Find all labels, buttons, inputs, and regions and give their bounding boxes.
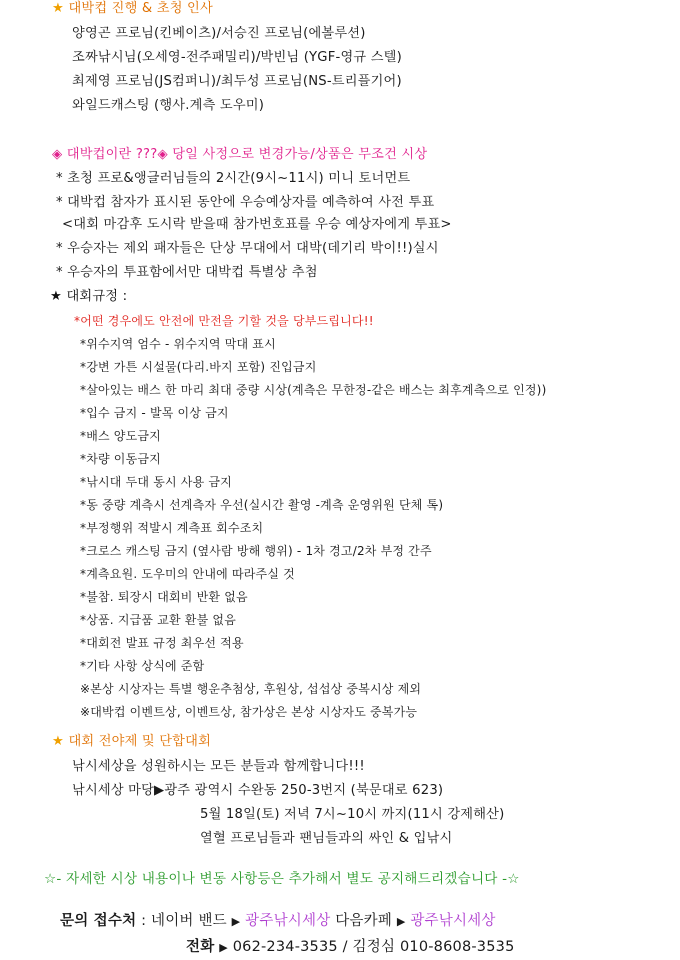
guest-line-3: 최제영 프로님(JS컴퍼니)/최두성 프로님(NS-트리플기어) [72, 74, 402, 89]
arrow-right-icon: ▶ [231, 915, 241, 928]
guest-line-1: 양영곤 프로님(킨베이츠)/서승진 프로님(에볼루션) [72, 26, 366, 41]
section-subtitle-text: 당일 사정으로 변경가능/상품은 무조건 시상 [172, 147, 428, 162]
rule-item: *위수지역 엄수 - 위수지역 막대 표시 [80, 337, 276, 351]
star-icon: ★ [50, 289, 63, 304]
section-title-rules [50, 288, 127, 306]
section-title-eve-event [52, 733, 211, 751]
rule-item: *입수 금지 - 발목 이상 금지 [80, 406, 229, 420]
rule-item: *상품. 지급품 교환 환불 없음 [80, 613, 236, 627]
rule-item: *계측요원. 도우미의 안내에 따라주실 것 [80, 567, 295, 581]
section-title-daebak-cup [52, 0, 213, 18]
guest-line-4: 와일드캐스팅 (행사.계측 도우미) [72, 98, 265, 113]
section-title-text: 대회규정 : [66, 289, 128, 304]
diamond-icon: ◈ [52, 147, 63, 162]
star-icon: ★ [52, 734, 65, 749]
cafe-link[interactable]: 광주낚시세상 [410, 913, 496, 929]
rule-item: *기타 사항 상식에 준함 [80, 659, 205, 673]
rule-item: *대회전 발표 규정 최우선 적용 [80, 636, 244, 650]
safety-warning: *어떤 경우에도 안전에 만전을 기할 것을 당부드립니다!! [74, 314, 374, 328]
rule-item: *배스 양도금지 [80, 429, 161, 443]
phone-line [186, 938, 515, 957]
contact-separator: : [141, 913, 147, 929]
cafe-label: 다음카페 [335, 913, 393, 929]
notice-line: ☆- 자세한 시상 내용이나 변동 사항등은 추가해서 별도 공지해드리겠습니다 -☆ [44, 871, 520, 887]
eve-line-2: 낚시세상 마당▶광주 광역시 수완동 250-3번지 (북문대로 623) [72, 783, 444, 798]
daebak-line-1: * 초청 프로&앵글러님들의 2시간(9시~11시) 미니 토너먼트 [56, 171, 411, 186]
band-link[interactable]: 광주낚시세상 [245, 913, 331, 929]
arrow-right-icon: ▶ [396, 915, 406, 928]
diamond-icon: ◈ [157, 147, 168, 162]
eve-line-4: 열혈 프로님들과 팬님들과의 싸인 & 입낚시 [200, 831, 453, 846]
rule-item: *불참. 퇴장시 대회비 반환 없음 [80, 590, 248, 604]
daebak-line-5: * 우승자의 투표함에서만 대박컵 특별상 추첨 [56, 265, 318, 280]
rule-item: *부정행위 적발시 계측표 회수조치 [80, 521, 264, 535]
eve-line-1: 낚시세상을 성원하시는 모든 분들과 함께합니다!!! [72, 759, 365, 774]
arrow-right-icon: ▶ [219, 941, 228, 954]
rule-note: ※본상 시상자는 특별 행운추첨상, 후원상, 섭섭상 중복시상 제외 [80, 682, 422, 696]
rule-item: *강변 가튼 시설물(다리.바지 포함) 진입금지 [80, 360, 317, 374]
rule-item: *차량 이동금지 [80, 452, 161, 466]
eve-line-3: 5월 18일(토) 저녁 7시~10시 까지(11시 강제해산) [200, 807, 505, 822]
phone-label: 전화 [186, 939, 215, 955]
contact-label: 문의 접수처 [60, 913, 137, 929]
band-label: 네이버 밴드 [151, 913, 227, 929]
star-icon: ★ [52, 1, 65, 16]
rule-note: ※대박컵 이벤트상, 이벤트상, 참가상은 본상 시상자도 중복가능 [80, 705, 418, 719]
rule-item: *낚시대 두대 동시 사용 금지 [80, 475, 232, 489]
rule-item: *살아있는 배스 한 마리 최대 중량 시상(계측은 무한정-같은 배스는 최후계측으로 인정)) [80, 383, 547, 397]
section-title-text: 대박컵이란 ??? [66, 147, 158, 162]
daebak-line-2: * 대박컵 참자가 표시된 동안에 우승예상자를 예측하여 사전 투표 [56, 195, 435, 210]
guest-line-2: 조짜낚시님(오세영-전주패밀리)/박빈님 (YGF-영규 스텔) [72, 50, 402, 65]
section-title-what-is-daebak [52, 146, 427, 164]
rule-item: *동 중량 계측시 선계측자 우선(실시간 촬영 -계측 운영위원 단체 톡) [80, 498, 444, 512]
daebak-line-4: * 우승자는 제외 패자들은 단상 무대에서 대박(데기리 박이!!)실시 [56, 241, 439, 256]
section-title-text: 대회 전야제 및 단합대회 [68, 734, 212, 749]
rule-item: *크로스 캐스팅 금지 (옆사람 방해 행위) - 1차 경고/2차 부정 간주 [80, 544, 432, 558]
section-title-text: 대박컵 진행 & 초청 인사 [68, 1, 213, 16]
phone-numbers: 062-234-3535 / 김정심 010-8608-3535 [232, 939, 515, 955]
daebak-line-3: <대회 마감후 도시락 받을때 참가번호표를 우승 예상자에게 투표> [62, 217, 452, 232]
contact-line [60, 912, 496, 931]
